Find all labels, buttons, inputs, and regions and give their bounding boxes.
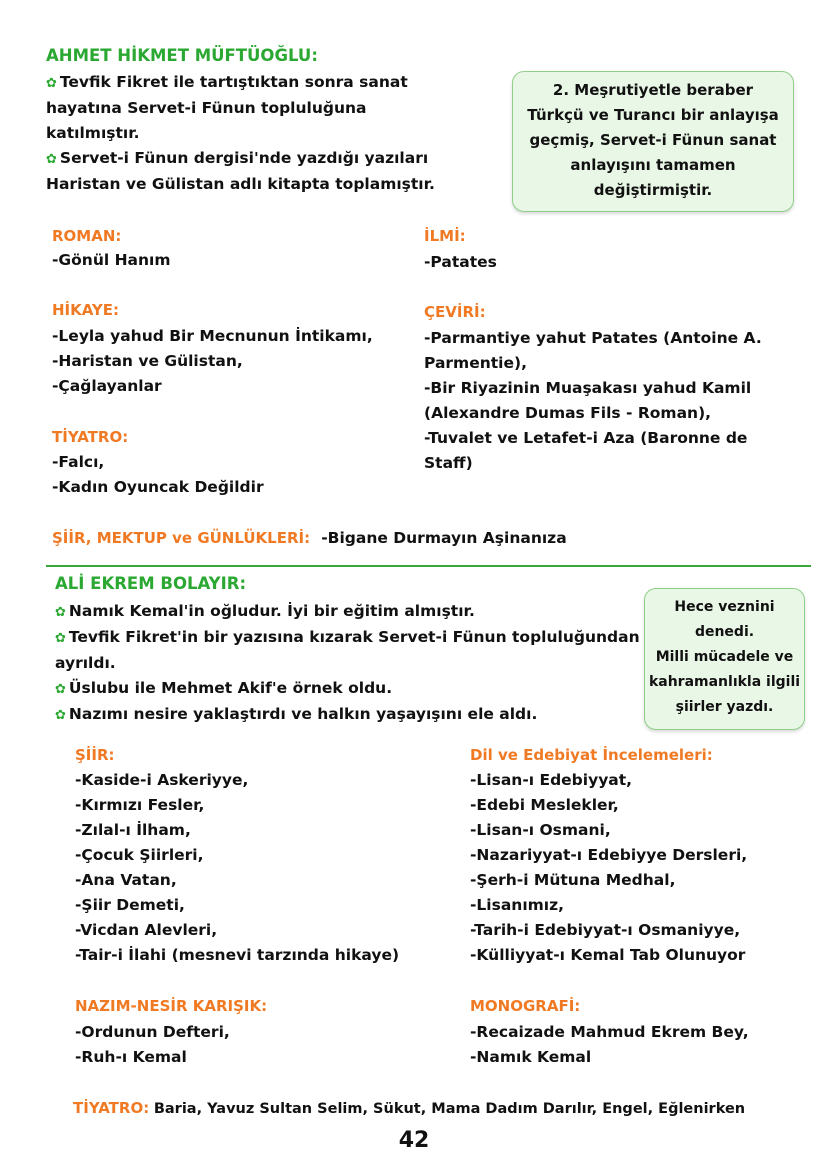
- box-line: 2. Meşrutiyetle beraber: [552, 81, 754, 99]
- ali-bullet-4: [55, 702, 645, 728]
- list-item: -Lisan-ı Osmani,: [470, 821, 611, 839]
- tiyatro-ali-value: Baria, Yavuz Sultan Selim, Sükut, Mama Dadım Darılır, Engel, Eğlenirken: [153, 1101, 746, 1117]
- heading-dil-edebiyat: Dil ve Edebiyat İncelemeleri:: [470, 746, 713, 764]
- siir-mektup-value: -Bigane Durmayın Aşinanıza: [321, 529, 567, 547]
- list-item: -Ruh-ı Kemal: [75, 1048, 187, 1066]
- list-item: -Külliyyat-ı Kemal Tab Olunuyor: [470, 946, 746, 964]
- section-title-ali-ekrem: ALİ EKREM BOLAYIR:: [55, 574, 247, 593]
- list-item: -Vicdan Alevleri,: [75, 921, 218, 939]
- heading-tiyatro-ali: TİYATRO:: [73, 1099, 150, 1117]
- ali-bullets: [55, 599, 645, 728]
- list-item: -Şiir Demeti,: [75, 896, 185, 914]
- list-item: -Patates: [424, 253, 497, 271]
- heading-monografi: MONOGRAFİ:: [470, 997, 581, 1015]
- list-item: Parmentie),: [424, 354, 527, 372]
- ali-bullet-1: [55, 599, 645, 625]
- bullet-text: Nazımı nesire yaklaştırdı ve halkın yaşayışını ele aldı.: [68, 705, 538, 723]
- list-item: -Parmantiye yahut Patates (Antoine A.: [424, 329, 762, 347]
- list-item: -Ana Vatan,: [75, 871, 177, 889]
- box-line: Türkçü ve Turancı bir anlayışa: [527, 106, 779, 124]
- bullet-icon: ✿: [55, 605, 66, 620]
- box-line: şiirler yazdı.: [675, 699, 774, 715]
- list-siir: [75, 768, 399, 968]
- bullet-icon: ✿: [46, 76, 57, 91]
- page-number: 42: [398, 1128, 430, 1153]
- list-item: -Şerh-i Mütuna Medhal,: [470, 871, 676, 889]
- list-item: -Ordunun Defteri,: [75, 1023, 230, 1041]
- list-item: -Edebi Meslekler,: [470, 796, 619, 814]
- list-monografi: [470, 1020, 749, 1070]
- list-item: -Namık Kemal: [470, 1048, 592, 1066]
- ahmet-bullet-1: [46, 70, 496, 146]
- bullet-text: Namık Kemal'in oğludur. İyi bir eğitim almıştır.: [68, 602, 475, 620]
- tiyatro-ali-row: [73, 1097, 745, 1122]
- list-item: -Tarih-i Edebiyyat-ı Osmaniyye,: [470, 921, 741, 939]
- heading-hikaye: HİKAYE:: [52, 301, 120, 319]
- list-item: -Lisan-ı Edebiyyat,: [470, 771, 633, 789]
- list-item: -Recaizade Mahmud Ekrem Bey,: [470, 1023, 749, 1041]
- heading-roman: ROMAN:: [52, 227, 122, 245]
- list-hikaye: [52, 324, 373, 399]
- heading-tiyatro-ahmet: TİYATRO:: [52, 428, 129, 446]
- ahmet-info-box: [512, 71, 794, 212]
- bullet-text: ayrıldı.: [55, 654, 116, 672]
- bullet-text: katılmıştır.: [46, 124, 140, 142]
- box-line: geçmiş, Servet-i Fünun sanat: [529, 131, 777, 149]
- bullet-icon: ✿: [55, 631, 66, 646]
- list-item: -Leyla yahud Bir Mecnunun İntikamı,: [52, 327, 373, 345]
- list-item: -Kaside-i Askeriyye,: [75, 771, 249, 789]
- box-line: anlayışını tamamen: [570, 156, 736, 174]
- ahmet-bullet-2: [46, 146, 496, 197]
- heading-siir-mektup: ŞİİR, MEKTUP ve GÜNLÜKLERİ:: [52, 529, 311, 547]
- list-item: -Kadın Oyuncak Değildir: [52, 478, 264, 496]
- list-dil-edebiyat: [470, 768, 747, 968]
- box-line: kahramanlıkla ilgili: [648, 674, 801, 690]
- ali-bullet-2: [55, 625, 645, 676]
- list-item: (Alexandre Dumas Fils - Roman),: [424, 404, 712, 422]
- list-item: -Falcı,: [52, 453, 105, 471]
- list-item: -Tuvalet ve Letafet-i Aza (Baronne de: [424, 429, 748, 447]
- list-item: -Kırmızı Fesler,: [75, 796, 205, 814]
- bullet-text: hayatına Servet-i Fünun topluluğuna: [46, 99, 367, 117]
- box-line: Hece veznini: [674, 599, 775, 615]
- ali-info-box: [644, 588, 805, 730]
- heading-ceviri: ÇEVİRİ:: [424, 303, 486, 321]
- box-line: Milli mücadele ve: [655, 649, 794, 665]
- list-item: -Bir Riyazinin Muaşakası yahud Kamil: [424, 379, 752, 397]
- ahmet-bullets: [46, 70, 496, 197]
- list-ceviri: [424, 326, 762, 476]
- list-item: -Gönül Hanım: [52, 251, 171, 269]
- list-nazim-nesir: [75, 1020, 230, 1070]
- list-item: -Lisanımız,: [470, 896, 565, 914]
- bullet-text: Üslubu ile Mehmet Akif'e örnek oldu.: [68, 679, 393, 697]
- heading-ilmi: İLMİ:: [424, 227, 466, 245]
- list-item: -Zılal-ı İlham,: [75, 821, 191, 839]
- list-roman: [52, 248, 171, 273]
- list-ilmi: [424, 250, 497, 275]
- list-item: Staff): [424, 454, 473, 472]
- section-title-ahmet-hikmet: AHMET HİKMET MÜFTÜOĞLU:: [46, 46, 318, 65]
- heading-siir: ŞİİR:: [75, 746, 115, 764]
- ali-bullet-3: [55, 676, 645, 702]
- box-line: değiştirmiştir.: [593, 181, 713, 199]
- bullet-text: Tevfik Fikret'in bir yazısına kızarak Servet-i Fünun topluluğundan: [68, 628, 640, 646]
- list-tiyatro-ahmet: [52, 450, 264, 500]
- bullet-icon: ✿: [55, 682, 66, 697]
- heading-nazim-nesir: NAZIM-NESİR KARIŞIK:: [75, 997, 268, 1015]
- list-item: -Çağlayanlar: [52, 377, 162, 395]
- list-item: -Tair-i İlahi (mesnevi tarzında hikaye): [75, 946, 400, 964]
- siir-mektup-row: [52, 526, 567, 551]
- list-item: -Nazariyyat-ı Edebiyye Dersleri,: [470, 846, 748, 864]
- bullet-icon: ✿: [55, 708, 66, 723]
- bullet-text: Haristan ve Gülistan adlı kitapta toplamıştır.: [46, 175, 435, 193]
- bullet-text: Servet-i Fünun dergisi'nde yazdığı yazıları: [59, 149, 429, 167]
- list-item: -Çocuk Şiirleri,: [75, 846, 204, 864]
- list-item: -Haristan ve Gülistan,: [52, 352, 243, 370]
- bullet-text: Tevfik Fikret ile tartıştıktan sonra sanat: [59, 73, 408, 91]
- bullet-icon: ✿: [46, 152, 57, 167]
- box-line: denedi.: [694, 624, 755, 640]
- section-divider: [46, 565, 811, 567]
